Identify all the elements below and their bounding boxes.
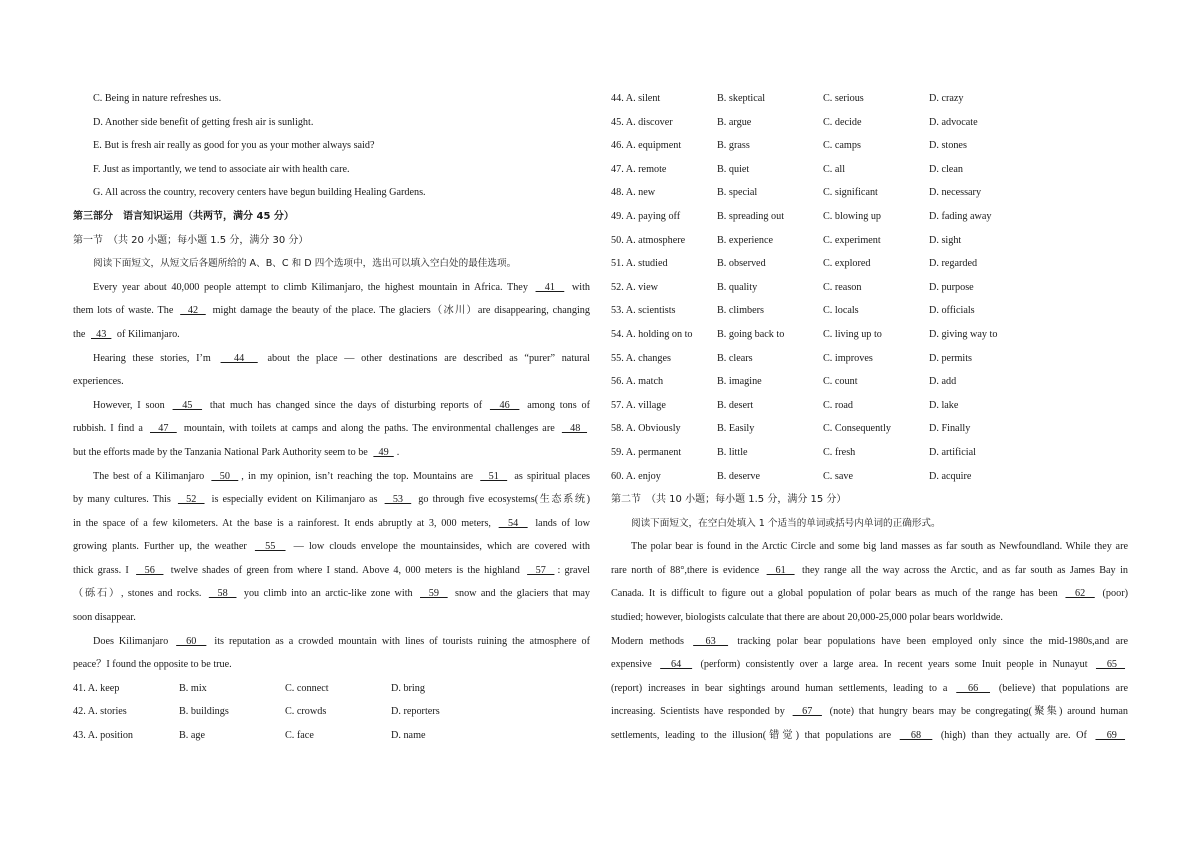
passage-line: them lots of waste. The 42 might damage the beauty of the place. The glaciers（冰川）are disappearing, changing xyxy=(73,305,590,317)
blank-50: 50 xyxy=(211,470,239,482)
passage-line: (report) increases in bear sightings around human settlements, leading to a 66 (believe) that populations are xyxy=(611,682,1128,694)
passage-line: peace？I found the opposite to be true. xyxy=(73,659,232,671)
option-d: D. Another side benefit of getting fresh air is sunlight. xyxy=(93,116,314,128)
section2-instruction: 阅读下面短文，在空白处填入 1 个适当的单词或括号内单词的正确形式。 xyxy=(631,517,941,529)
choice-row-60: 60. A. enjoy B. deserve C. save D. acquire xyxy=(611,470,972,482)
choice-row-56: 56. A. match B. imagine C. count D. add xyxy=(611,376,957,388)
passage-line: in the space of a few kilometers. At the base is a rainforest. It ends abruptly at 3, 000 meters, 54 lands of low xyxy=(73,517,591,529)
option-c: C. Being in nature refreshes us. xyxy=(93,93,222,104)
passage-line: Canada. It is difficult to figure out a global population of polar bears as much of the range has been 62 (poor) xyxy=(611,588,1128,600)
passage-line: growing plants. Further up, the weather 55 — low clouds envelope the mountainsides, which are covered with xyxy=(73,541,590,553)
blank-44: 44 xyxy=(220,352,258,364)
blank-61: 61 xyxy=(766,564,795,576)
choice-row-51: 51. A. studied B. observed C. explored D. regarded xyxy=(611,258,978,270)
choice-row-44: 44. A. silent B. skeptical C. serious D. crazy xyxy=(611,93,964,104)
passage-line: rare north of 88°,there is evidence 61 they range all the way across the Arctic, and as far south as James Bay in xyxy=(611,564,1129,576)
blank-55: 55 xyxy=(254,541,286,553)
passage-line: but the efforts made by the Tanzania National Park Authority seem to be 49 . xyxy=(73,446,400,458)
passage-line: Does Kilimanjaro 60 its reputation as a crowded mountain with lines of tourists ruining the atmosphere of xyxy=(93,635,590,647)
choice-row-55: 55. A. changes B. clears C. improves D. permits xyxy=(611,352,973,364)
left-column xyxy=(73,87,590,748)
blank-51: 51 xyxy=(480,470,508,482)
section1-heading: 第一节 （共 20 小题；每小题 1.5 分，满分 30 分） xyxy=(73,234,309,246)
option-e: E. But is fresh air really as good for you as your mother always said? xyxy=(93,140,375,152)
passage-line: soon disappear. xyxy=(73,612,136,624)
blank-68: 68 xyxy=(899,730,933,742)
passage-line: The polar bear is found in the Arctic Circle and some big land masses as far south as Newfoundland. While they are xyxy=(631,541,1128,553)
blank-53: 53 xyxy=(384,494,412,506)
blank-58: 58 xyxy=(208,588,237,600)
blank-57: 57 xyxy=(527,564,555,576)
passage-line: the 43 of Kilimanjaro. xyxy=(73,328,180,340)
choice-row-57: 57. A. village B. desert C. road D. lake xyxy=(611,399,959,411)
blank-42: 42 xyxy=(180,305,206,317)
choice-row-49: 49. A. paying off B. spreading out C. blowing up D. fading away xyxy=(611,210,992,222)
passage-line: Every year about 40,000 people attempt to climb Kilimanjaro, the highest mountain in Africa. They 41 with xyxy=(93,281,590,293)
blank-56: 56 xyxy=(136,564,164,576)
blank-60: 60 xyxy=(176,635,207,647)
choice-row-58: 58. A. Obviously B. Easily C. Consequently D. Finally xyxy=(611,423,971,435)
choice-row-52: 52. A. view B. quality C. reason D. purpose xyxy=(611,281,974,293)
passage-line: experiences. xyxy=(73,376,124,388)
blank-62: 62 xyxy=(1065,588,1095,600)
blank-54: 54 xyxy=(498,517,528,529)
blank-65: 65 xyxy=(1095,659,1126,671)
blank-52: 52 xyxy=(177,494,205,506)
blank-69: 69 xyxy=(1095,730,1126,742)
passage-line: The best of a Kilimanjaro 50 , in my opinion, isn’t reaching the top. Mountains are 51 as spiritual places xyxy=(93,470,591,482)
choice-list xyxy=(611,87,1128,488)
option-g: G. All across the country, recovery centers have begun building Healing Gardens. xyxy=(93,187,426,199)
blank-59: 59 xyxy=(420,588,448,600)
passage-line: However, I soon 45 that much has changed since the days of disturbing reports of 46 among tons of xyxy=(93,399,591,411)
passage-line: thick grass. I 56 twelve shades of green from where I stand. Above 4, 000 meters is the highland 57 : gravel xyxy=(73,564,591,576)
blank-66: 66 xyxy=(956,682,990,694)
blank-49: 49 xyxy=(373,446,394,458)
choice-row-43: 43. A. position B. age C. face D. name xyxy=(73,730,426,742)
blank-64: 64 xyxy=(660,659,693,671)
blank-41: 41 xyxy=(535,281,565,293)
blank-67: 67 xyxy=(792,706,822,718)
blank-63: 63 xyxy=(693,635,729,647)
passage-line: （砾石）, stones and rocks. 58 you climb into an arctic-like zone with 59 snow and the glaciers that may xyxy=(73,588,591,600)
choice-row-47: 47. A. remote B. quiet C. all D. clean xyxy=(611,163,963,175)
passage-line: settlements, leading to the illusion(错觉) that populations are 68 (high) than they actually are. Of 69 xyxy=(611,724,1128,748)
blank-47: 47 xyxy=(150,423,177,435)
passage-line: Modern methods 63 tracking polar bear populations have been employed only since the mid-1980s,and are xyxy=(611,635,1129,647)
passage-line: rubbish. I find a 47 mountain, with toilets at camps and along the paths. The environmental challenges are 48 xyxy=(73,417,590,441)
choice-row-45: 45. A. discover B. argue C. decide D. advocate xyxy=(611,116,978,128)
passage-line: by many cultures. This 52 is especially evident on Kilimanjaro as 53 go through five ecosystems(生态系统) xyxy=(73,494,591,506)
passage-line: Hearing these stories, I’m 44 about the place — other destinations are described as “purer” natural xyxy=(93,352,590,364)
section1-instruction: 阅读下面短文，从短文后各题所给的 A、B、C 和 D 四个选项中，选出可以填入空白处的最佳选项。 xyxy=(93,258,517,270)
section2-heading: 第二节 （共 10 小题；每小题 1.5 分，满分 15 分） xyxy=(611,494,847,506)
choice-row-59: 59. A. permanent B. little C. fresh D. artificial xyxy=(611,446,976,458)
passage-line: increasing. Scientists have responded by 67 (note) that hungry bears may be congregating(聚集) around human xyxy=(611,706,1129,718)
right-column xyxy=(611,87,1128,748)
passage-line: studied; however, biologists calculate that there are about 20,000-25,000 polar bears worldwide. xyxy=(611,612,1003,624)
choice-row-42: 42. A. stories B. buildings C. crowds D. reporters xyxy=(73,706,440,718)
blank-45: 45 xyxy=(172,399,203,411)
choice-row-46: 46. A. equipment B. grass C. camps D. stones xyxy=(611,140,967,152)
passage-line: expensive 64 (perform) consistently over a large area. In recent years some Inuit people in Nunayut 65 xyxy=(611,653,1128,677)
blank-46: 46 xyxy=(489,399,520,411)
choice-row-50: 50. A. atmosphere B. experience C. experiment D. sight xyxy=(611,234,962,246)
blank-43: 43 xyxy=(91,328,112,340)
choice-row-41: 41. A. keep B. mix C. connect D. bring xyxy=(73,682,425,694)
option-f: F. Just as importantly, we tend to associate air with health care. xyxy=(93,163,350,175)
choice-row-53: 53. A. scientists B. climbers C. locals D. officials xyxy=(611,305,975,317)
blank-48: 48 xyxy=(561,423,588,435)
choice-row-54: 54. A. holding on to B. going back to C. living up to D. giving way to xyxy=(611,328,998,340)
part3-heading: 第三部分 语言知识运用（共两节，满分 45 分） xyxy=(73,210,294,222)
choice-row-48: 48. A. new B. special C. significant D. necessary xyxy=(611,187,982,199)
